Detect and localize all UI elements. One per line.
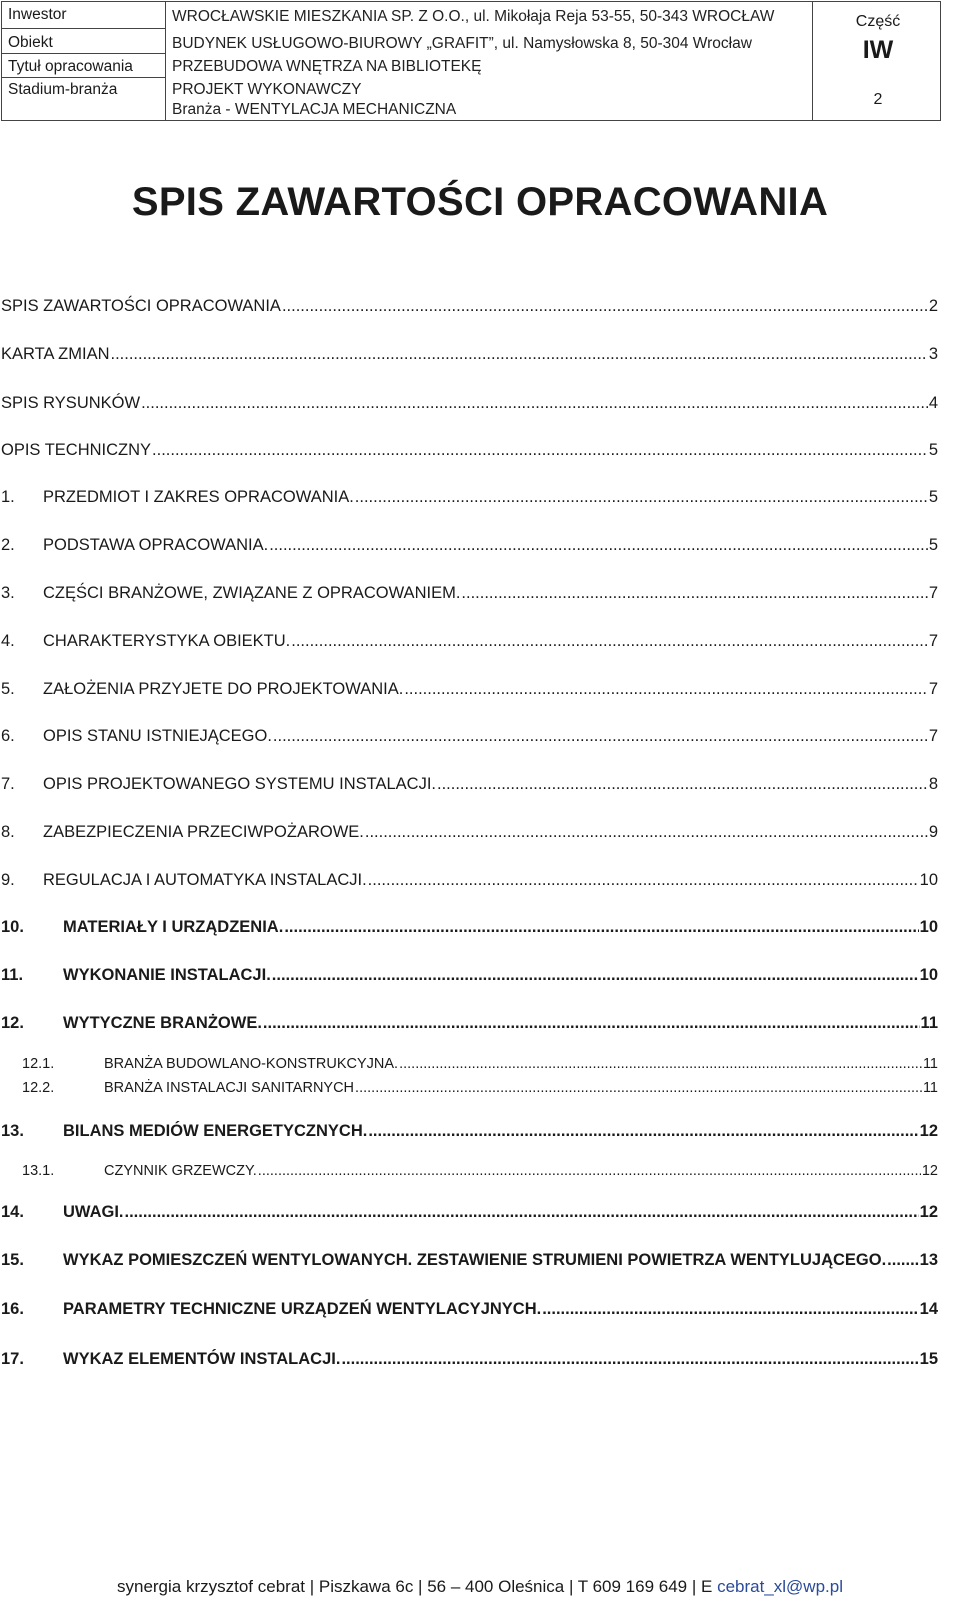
- toc-entry-text: ZABEZPIECZENIA PRZECIWPOŻAROWE.: [43, 823, 364, 841]
- toc-entry[interactable]: [1, 1014, 938, 1033]
- toc-entry-text: OPIS TECHNICZNY: [1, 441, 152, 459]
- toc-entry[interactable]: [1, 918, 938, 937]
- header-divider: [812, 2, 813, 120]
- header-row-line: [2, 53, 165, 54]
- toc-entry-text: OPIS PROJEKTOWANEGO SYSTEMU INSTALACJI.: [43, 775, 437, 793]
- toc-entry-text: WYKAZ POMIESZCZEŃ WENTYLOWANYCH. ZESTAWIENIE STRUMIENI POWIETRZA WENTYLUJĄCEGO.: [63, 1251, 887, 1269]
- toc-entry-number: 5.: [1, 680, 15, 698]
- toc-entry-number: 4.: [1, 632, 15, 650]
- investor-value: WROCŁAWSKIE MIESZKANIA SP. Z O.O., ul. Mikołaja Reja 53-55, 50-343 WROCŁAW: [172, 8, 775, 25]
- toc-entry-page: 14: [919, 1300, 938, 1318]
- toc-entry-page: 10: [919, 918, 938, 936]
- toc-entry[interactable]: [1, 1203, 938, 1222]
- toc-entry-text: WYKAZ ELEMENTÓW INSTALACJI.: [63, 1350, 341, 1368]
- stage-label: Stadium-branża: [8, 81, 118, 98]
- toc-entry[interactable]: [1, 727, 938, 746]
- toc-entry-text: WYTYCZNE BRANŻOWE.: [63, 1014, 262, 1032]
- toc-entry-number: 12.1.: [22, 1056, 55, 1072]
- toc-subentry[interactable]: [22, 1056, 938, 1072]
- toc-entry[interactable]: [1, 297, 938, 316]
- toc-entry[interactable]: [1, 584, 938, 603]
- toc-entry[interactable]: [1, 823, 938, 842]
- toc-entry-number: 16.: [1, 1300, 24, 1318]
- toc-entry-page: 10: [919, 966, 938, 984]
- toc-entry-page: 7: [928, 632, 938, 650]
- document-header-table: [1, 1, 941, 121]
- toc-entry-text: REGULACJA I AUTOMATYKA INSTALACJI.: [43, 871, 367, 889]
- toc-entry[interactable]: [1, 966, 938, 985]
- toc-entry-text: CZYNNIK GRZEWCZY.: [104, 1163, 257, 1179]
- toc-entry-number: 11.: [1, 966, 24, 984]
- toc-entry-page: 11: [920, 1014, 938, 1032]
- toc-entry-number: 3.: [1, 584, 15, 602]
- title-value: PRZEBUDOWA WNĘTRZA NA BIBLIOTEKĘ: [172, 58, 482, 75]
- toc-entry-page: 11: [922, 1080, 938, 1096]
- toc-entry-text: UWAGI.: [63, 1203, 124, 1221]
- toc-entry-number: 14.: [1, 1203, 24, 1221]
- toc-entry-page: 9: [928, 823, 938, 841]
- toc-entry-page: 3: [928, 345, 938, 363]
- toc-entry-number: 12.2.: [22, 1080, 55, 1096]
- toc-entry-text: MATERIAŁY I URZĄDZENIA.: [63, 918, 284, 936]
- part-number: 2: [873, 91, 883, 108]
- toc-entry-page: 12: [921, 1163, 938, 1179]
- toc-entry-number: 12.: [1, 1014, 24, 1032]
- toc-entry[interactable]: [1, 488, 938, 507]
- object-label: Obiekt: [8, 34, 53, 51]
- toc-entry-page: 5: [928, 488, 938, 506]
- toc-entry-text: PRZEDMIOT I ZAKRES OPRACOWANIA.: [43, 488, 354, 506]
- toc-entry-page: 7: [928, 584, 938, 602]
- toc-entry-text: CZĘŚCI BRANŻOWE, ZWIĄZANE Z OPRACOWANIEM.: [43, 584, 461, 602]
- toc-entry-text: PARAMETRY TECHNICZNE URZĄDZEŃ WENTYLACYJNYCH.: [63, 1300, 542, 1318]
- toc-entry-page: 12: [919, 1122, 938, 1140]
- toc-entry-page: 5: [928, 441, 938, 459]
- toc-entry-page: 11: [922, 1056, 938, 1072]
- toc-entry-page: 7: [928, 680, 938, 698]
- toc-entry-text: CHARAKTERYSTYKA OBIEKTU.: [43, 632, 291, 650]
- page-title: SPIS ZAWARTOŚCI OPRACOWANIA: [131, 180, 829, 224]
- toc-entry-text: KARTA ZMIAN: [1, 345, 110, 363]
- toc-entry-text: BRANŻA INSTALACJI SANITARNYCH: [104, 1080, 355, 1096]
- toc-entry[interactable]: [1, 680, 938, 699]
- branch-value: Branża - WENTYLACJA MECHANICZNA: [172, 101, 457, 118]
- part-label: Część: [855, 13, 901, 30]
- toc-entry-page: 4: [928, 394, 938, 412]
- toc-entry-number: 6.: [1, 727, 15, 745]
- toc-entry-text: ZAŁOŻENIA PRZYJETE DO PROJEKTOWANIA.: [43, 680, 404, 698]
- toc-entry-page: 10: [919, 871, 938, 889]
- toc-entry[interactable]: [1, 394, 938, 413]
- toc-entry-number: 15.: [1, 1251, 24, 1269]
- toc-entry[interactable]: [1, 1122, 938, 1141]
- toc-entry-text: SPIS ZAWARTOŚCI OPRACOWANIA: [1, 297, 281, 315]
- toc-entry-text: PODSTAWA OPRACOWANIA.: [43, 536, 269, 554]
- toc-entry-number: 10.: [1, 918, 24, 936]
- toc-entry-number: 7.: [1, 775, 15, 793]
- toc-entry-page: 12: [919, 1203, 938, 1221]
- title-label: Tytuł opracowania: [8, 58, 133, 75]
- object-value: BUDYNEK USŁUGOWO-BIUROWY „GRAFIT”, ul. Namysłowska 8, 50-304 Wrocław: [172, 35, 752, 52]
- toc-entry[interactable]: [1, 1300, 938, 1319]
- header-divider: [165, 2, 166, 120]
- toc-entry[interactable]: [1, 441, 938, 460]
- toc-entry-number: 13.: [1, 1122, 24, 1140]
- toc-entry-page: 5: [928, 536, 938, 554]
- toc-subentry[interactable]: [22, 1163, 938, 1179]
- toc-entry-number: 9.: [1, 871, 15, 889]
- footer-contact-text: synergia krzysztof cebrat | Piszkawa 6c | 56 – 400 Oleśnica | T 609 169 649 | E: [116, 1577, 718, 1596]
- toc-entry-number: 13.1.: [22, 1163, 55, 1179]
- toc-entry[interactable]: [1, 632, 938, 651]
- investor-label: Inwestor: [8, 6, 67, 23]
- toc-entry-text: BILANS MEDIÓW ENERGETYCZNYCH.: [63, 1122, 368, 1140]
- header-row-line: [2, 28, 165, 29]
- toc-subentry[interactable]: [22, 1080, 938, 1096]
- part-code: IW: [862, 36, 894, 64]
- toc-entry[interactable]: [1, 1251, 938, 1270]
- toc-entry-text: SPIS RYSUNKÓW: [1, 394, 141, 412]
- toc-entry[interactable]: [1, 871, 938, 890]
- footer-email-link[interactable]: cebrat_xl@wp.pl: [717, 1577, 843, 1596]
- toc-entry-number: 17.: [1, 1350, 24, 1368]
- toc-entry[interactable]: [1, 536, 938, 555]
- toc-entry-page: 13: [919, 1251, 938, 1269]
- toc-entry-page: 2: [928, 297, 938, 315]
- toc-entry-number: 8.: [1, 823, 15, 841]
- toc-entry-number: 2.: [1, 536, 15, 554]
- toc-entry-text: BRANŻA BUDOWLANO-KONSTRUKCYJNA.: [104, 1056, 399, 1072]
- toc-entry[interactable]: [1, 345, 938, 364]
- toc-entry[interactable]: [1, 775, 938, 794]
- toc-entry-number: 1.: [1, 488, 15, 506]
- toc-entry-text: WYKONANIE INSTALACJI.: [63, 966, 271, 984]
- toc-entry-page: 8: [928, 775, 938, 793]
- toc-entry-page: 15: [919, 1350, 938, 1368]
- page-footer: [0, 1577, 960, 1597]
- stage-value: PROJEKT WYKONAWCZY: [172, 81, 362, 98]
- toc-entry-page: 7: [928, 727, 938, 745]
- toc-entry-text: OPIS STANU ISTNIEJĄCEGO.: [43, 727, 272, 745]
- toc-entry[interactable]: [1, 1350, 938, 1369]
- header-row-line: [2, 77, 165, 78]
